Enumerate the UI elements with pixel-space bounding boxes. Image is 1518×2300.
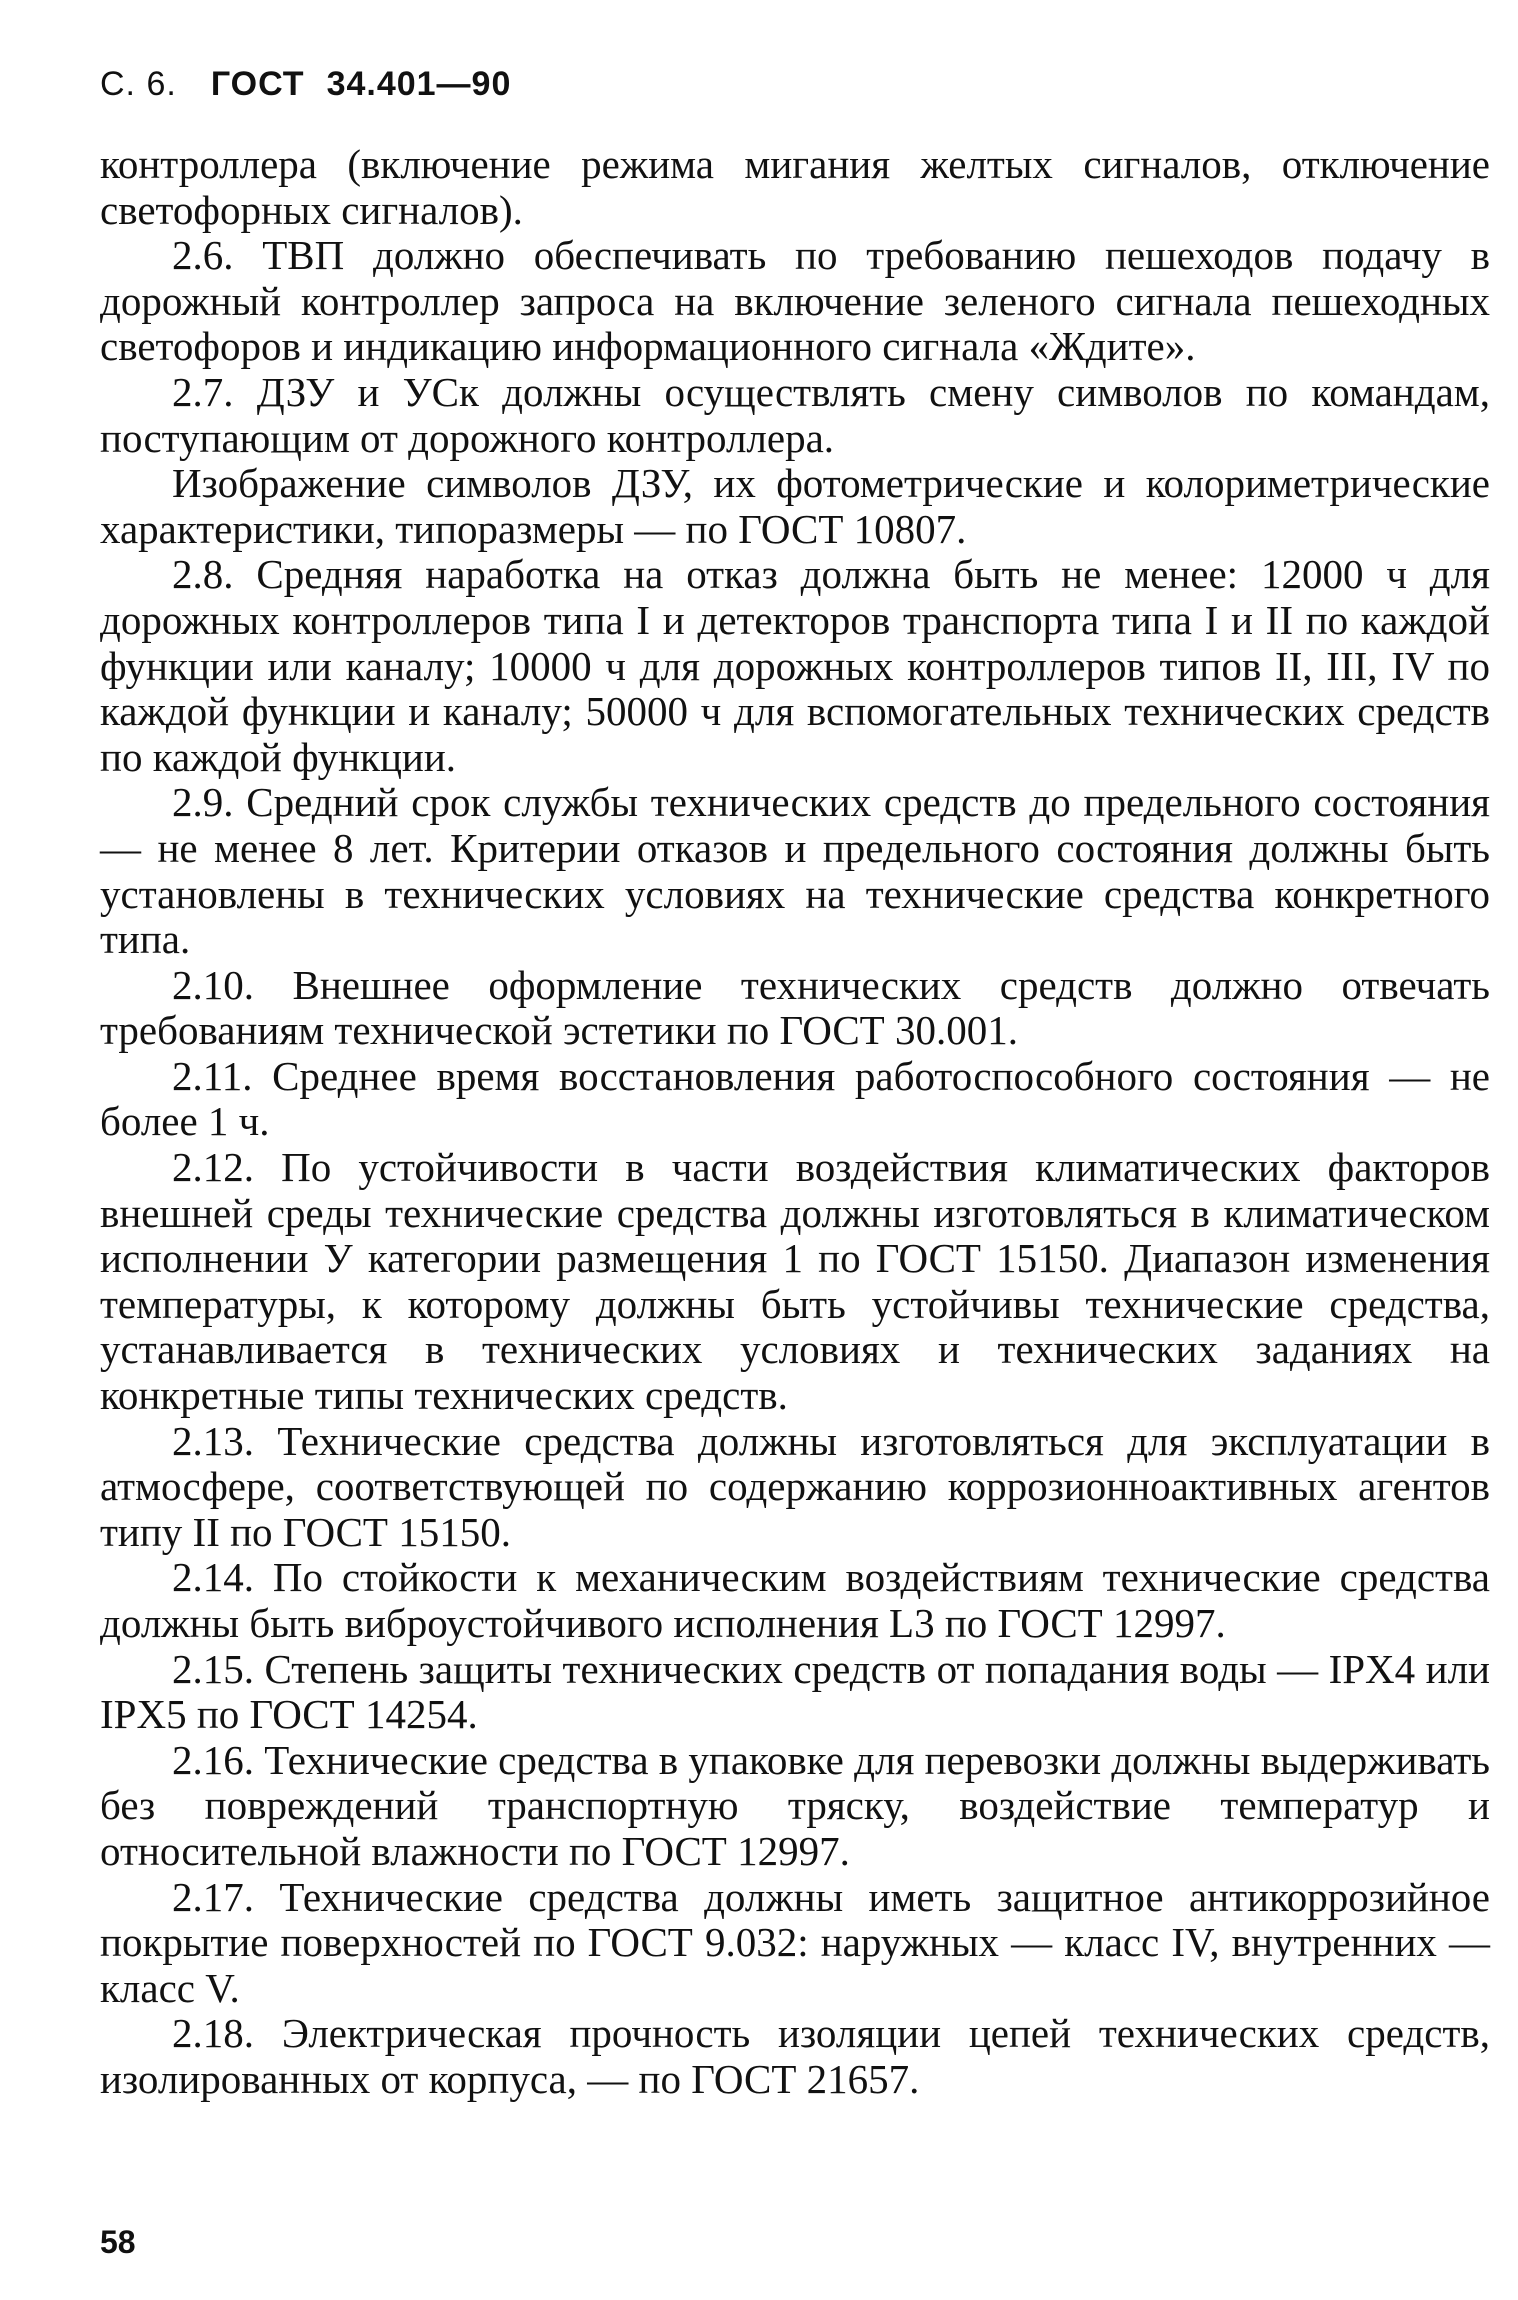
paragraph-continuation: контроллера (включение режима мигания желтых сигналов, отключение светофорных сигналов). [100,141,1490,233]
paragraph-2-8: 2.8. Средняя наработка на отказ должна быть не менее: 12000 ч для дорожных контроллеров типа I и детекторов транспорта типа I и II по каждой функции или каналу; 10000 ч для дорожных контроллеров типов II, III, IV по каждой функции и каналу; 50000 ч для вспомогательных технических средств по каждой функции. [100,551,1490,780]
paragraph-2-16: 2.16. Технические средства в упаковке для перевозки должны выдерживать без повреждений транспортную тряску, воздействие температур и относительной влажности по ГОСТ 12997. [100,1736,1490,1874]
standard-code: ГОСТ [210,65,305,103]
page-reference: С. 6. [100,65,177,103]
paragraph-2-6: 2.6. ТВП должно обеспечивать по требованию пешеходов подачу в дорожный контроллер запроса на включение зеленого сигнала пешеходных светофоров и индикацию информационного сигнала «Ждите». [100,232,1490,370]
paragraph-2-10: 2.10. Внешнее оформление технических средств должно отвечать требованиям технической эстетики по ГОСТ 30.001. [100,961,1490,1054]
paragraph-2-18: 2.18. Электрическая прочность изоляции цепей технических средств, изолированных от корпуса, — по ГОСТ 21657. [100,2010,1490,2102]
body-text [100,142,1490,2103]
paragraph-2-7-symbols: Изображение символов ДЗУ, их фотометрические и колориметрические характеристики, типоразмеры — по ГОСТ 10807. [100,460,1490,552]
page-number: 58 [100,2224,136,2260]
paragraph-2-12: 2.12. По устойчивости в части воздействия климатических факторов внешней среды технические средства должны изготовляться в климатическом исполнении У категории размещения 1 по ГОСТ 15150. Диапазон изменения температуры, к которому должны быть устойчивы технические средства, устанавливается в технических условиях и технических заданиях на конкретные типы технических средств. [100,1144,1490,1419]
paragraph-2-11: 2.11. Среднее время восстановления работоспособного состояния — не более 1 ч. [100,1052,1490,1145]
standard-number: 34.401—90 [326,65,512,103]
paragraph-2-7: 2.7. ДЗУ и УСк должны осуществлять смену символов по командам, поступающим от дорожного контроллера. [100,368,1490,461]
paragraph-2-15: 2.15. Степень защиты технических средств от попадания воды — IPX4 или IPX5 по ГОСТ 14254. [100,1645,1490,1738]
running-header [100,62,511,106]
paragraph-2-9: 2.9. Средний срок службы технических средств до предельного состояния — не менее 8 лет. Критерии отказов и предельного состояния должны быть установлены в технических условиях на технические средства конкретного типа. [100,779,1490,963]
paragraph-2-13: 2.13. Технические средства должны изготовляться для эксплуатации в атмосфере, соответствующей по содержанию коррозионноактивных агентов типу II по ГОСТ 15150. [100,1417,1490,1555]
paragraph-2-17: 2.17. Технические средства должны иметь защитное антикоррозийное покрытие поверхностей по ГОСТ 9.032: наружных — класс IV, внутренних — класс V. [100,1873,1490,2011]
paragraph-2-14: 2.14. По стойкости к механическим воздействиям технические средства должны быть виброустойчивого исполнения L3 по ГОСТ 12997. [100,1554,1490,1646]
